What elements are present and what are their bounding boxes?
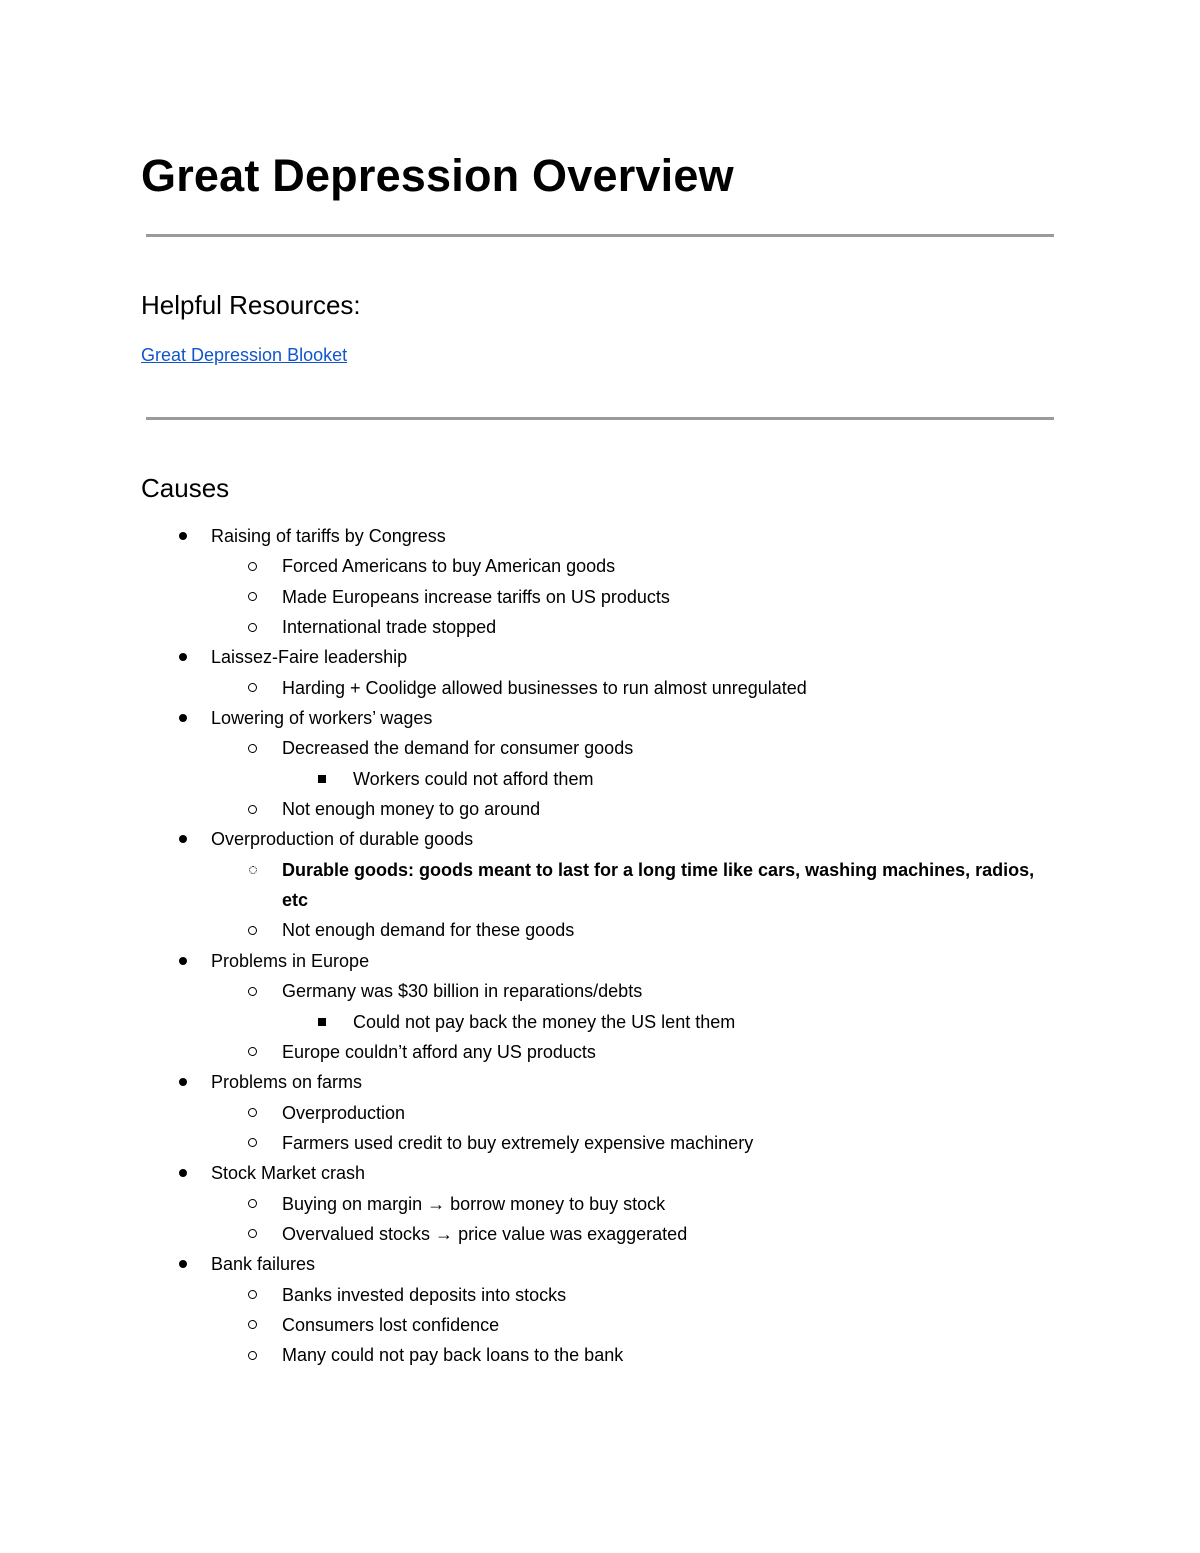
list-item-text: Germany was $30 billion in reparations/debts: [282, 981, 643, 1002]
list-item: [0, 1007, 1200, 1037]
list-item-text: Stock Market crash: [211, 1163, 366, 1184]
causes-list: [0, 521, 1200, 1371]
list-item-text: Forced Americans to buy American goods: [282, 556, 616, 577]
list-item-text: Buying on margin → borrow money to buy stock: [282, 1193, 666, 1214]
list-item-text: Overvalued stocks → price value was exaggerated: [282, 1223, 688, 1244]
hollow-bullet-icon: [248, 592, 257, 601]
list-item-text: Workers could not afford them: [353, 768, 594, 789]
hollow-bullet-icon: [248, 623, 257, 632]
hollow-bullet-icon: [248, 1138, 257, 1147]
square-bullet-icon: [318, 775, 326, 783]
list-item: [0, 612, 1200, 642]
list-item: [0, 673, 1200, 703]
bullet-icon: [179, 532, 187, 540]
list-item: [0, 1067, 1200, 1097]
bullet-icon: [179, 957, 187, 965]
list-item: [0, 1340, 1200, 1370]
list-item-text: Not enough money to go around: [282, 799, 541, 820]
page-title: Great Depression Overview: [141, 150, 734, 201]
list-item-text: Overproduction: [282, 1102, 406, 1123]
list-item-text: Harding + Coolidge allowed businesses to run almost unregulated: [282, 677, 807, 698]
hollow-bullet-icon: [248, 683, 257, 692]
resources-heading: Helpful Resources:: [141, 290, 361, 320]
bullet-icon: [179, 1260, 187, 1268]
list-item: [0, 582, 1200, 612]
list-item-text: Laissez-Faire leadership: [211, 647, 408, 668]
list-item-text: Bank failures: [211, 1254, 316, 1275]
square-bullet-icon: [318, 1018, 326, 1026]
list-item-text: Could not pay back the money the US lent them: [353, 1011, 736, 1032]
bullet-icon: [179, 1169, 187, 1177]
hollow-bullet-icon: [248, 744, 257, 753]
hollow-bullet-icon: [248, 1351, 257, 1360]
list-item-text: International trade stopped: [282, 617, 497, 638]
list-item: [0, 551, 1200, 581]
list-item: [0, 1189, 1200, 1219]
bullet-icon: [179, 835, 187, 843]
list-item-text: Lowering of workers’ wages: [211, 708, 433, 729]
bullet-icon: [179, 714, 187, 722]
list-item: [0, 1128, 1200, 1158]
list-item-text: Europe couldn’t afford any US products: [282, 1041, 596, 1062]
horizontal-divider: [146, 234, 1054, 237]
list-item: [0, 764, 1200, 794]
list-item-text: Many could not pay back loans to the bank: [282, 1345, 624, 1366]
list-item-text: Made Europeans increase tariffs on US products: [282, 586, 670, 607]
list-item-text: Decreased the demand for consumer goods: [282, 738, 634, 759]
blooket-link[interactable]: Great Depression Blooket: [141, 345, 348, 365]
list-item-text: Consumers lost confidence: [282, 1314, 500, 1335]
hollow-bullet-icon: [248, 1047, 257, 1056]
list-item: [0, 642, 1200, 672]
hollow-bullet-icon: [249, 866, 257, 874]
list-item: [0, 794, 1200, 824]
list-item-text: Problems in Europe: [211, 950, 370, 971]
hollow-bullet-icon: [248, 1108, 257, 1117]
list-item: [0, 976, 1200, 1006]
hollow-bullet-icon: [248, 926, 257, 935]
list-item: [0, 1310, 1200, 1340]
list-item: [0, 1037, 1200, 1067]
list-item: [0, 1158, 1200, 1188]
hollow-bullet-icon: [248, 987, 257, 996]
horizontal-divider: [146, 417, 1054, 420]
list-item: [0, 946, 1200, 976]
hollow-bullet-icon: [248, 1290, 257, 1299]
list-item-text: Not enough demand for these goods: [282, 920, 575, 941]
hollow-bullet-icon: [248, 1199, 257, 1208]
list-item-text: Farmers used credit to buy extremely expensive machinery: [282, 1132, 754, 1153]
list-item: [0, 521, 1200, 551]
list-item: [0, 1098, 1200, 1128]
hollow-bullet-icon: [248, 1320, 257, 1329]
list-item: [0, 824, 1200, 854]
list-item: [0, 855, 1200, 916]
bullet-icon: [179, 1078, 187, 1086]
list-item: [0, 1219, 1200, 1249]
list-item-text: Durable goods: goods meant to last for a long time like cars, washing machines, radios, etc: [282, 859, 1035, 910]
list-item-text: Banks invested deposits into stocks: [282, 1284, 567, 1305]
list-item-text: Problems on farms: [211, 1072, 363, 1093]
list-item: [0, 1280, 1200, 1310]
hollow-bullet-icon: [248, 1229, 257, 1238]
list-item: [0, 1249, 1200, 1279]
causes-heading: Causes: [141, 473, 230, 503]
list-item: [0, 915, 1200, 945]
list-item: [0, 703, 1200, 733]
bullet-icon: [179, 653, 187, 661]
hollow-bullet-icon: [248, 562, 257, 571]
list-item-text: Overproduction of durable goods: [211, 829, 474, 850]
list-item: [0, 733, 1200, 763]
list-item-text: Raising of tariffs by Congress: [211, 526, 446, 546]
hollow-bullet-icon: [248, 805, 257, 814]
